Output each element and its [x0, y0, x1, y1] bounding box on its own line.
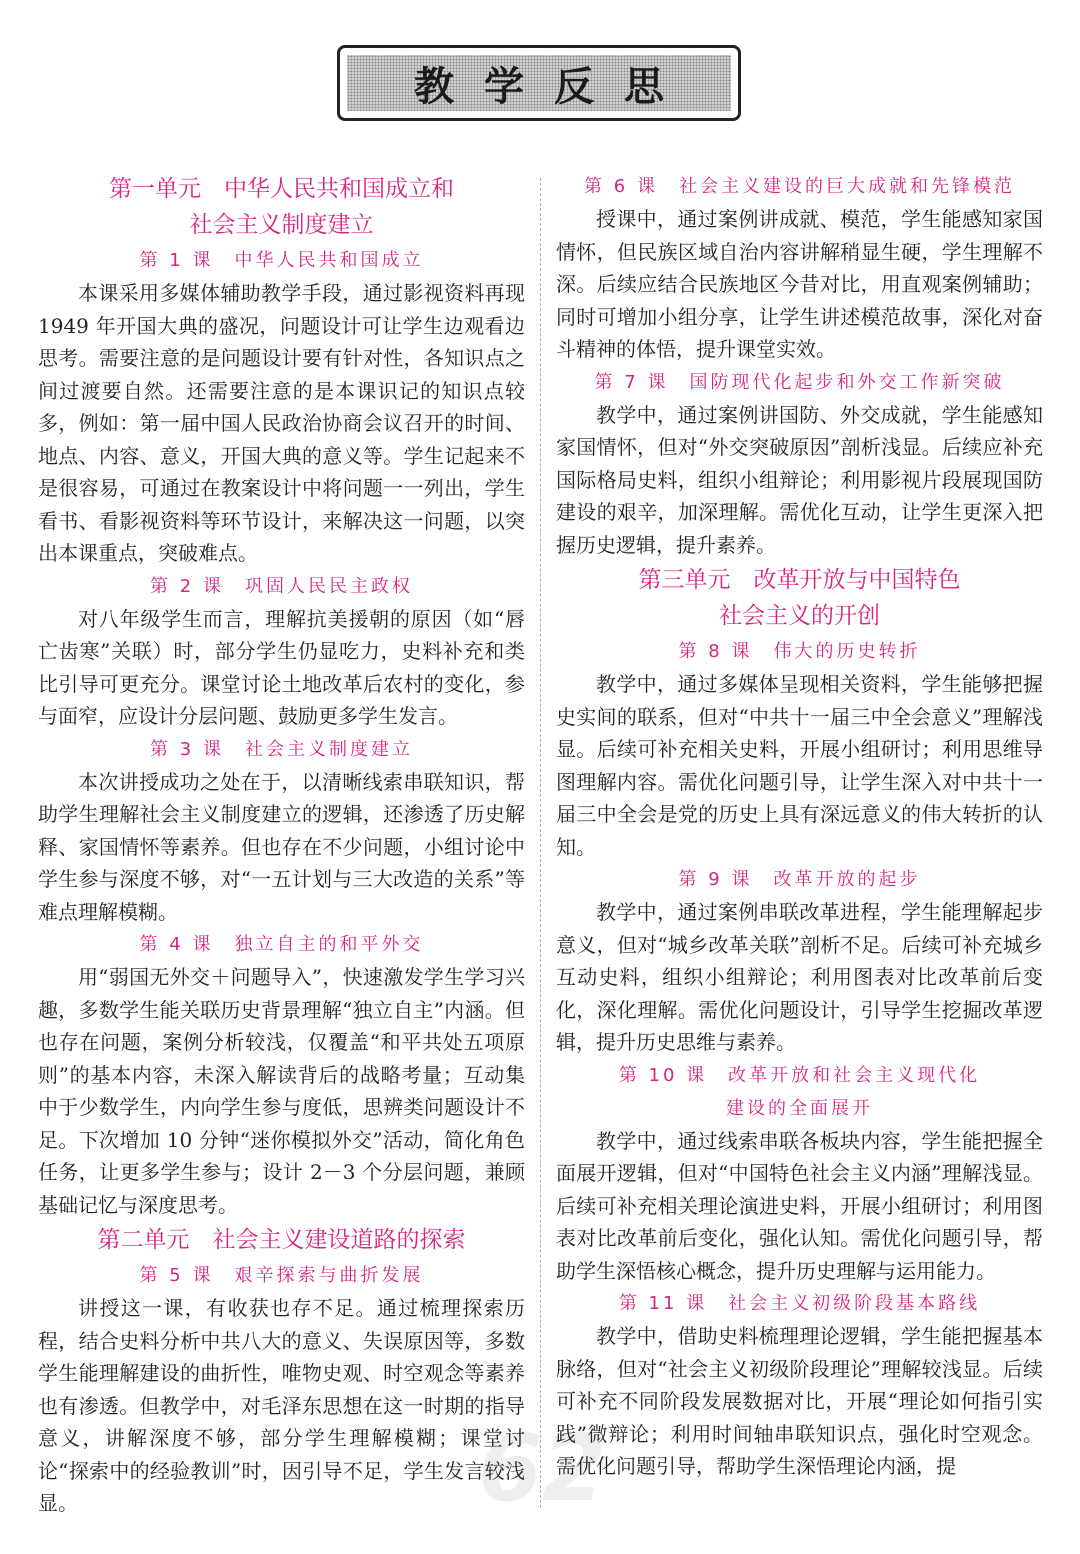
paragraph: 本次讲授成功之处在于，以清晰线索串联知识，帮助学生理解社会主义制度建立的逻辑，还渗透了历史解释、家国情怀等素养。但也存在不少问题，小组讨论中学生参与深度不够，对“一五计划与三大改造的关系”等难点理解模糊。: [38, 769, 525, 924]
lesson-heading: 第 2 课 巩固人民民主政权: [150, 575, 413, 597]
paragraph: 对八年级学生而言，理解抗美援朝的原因（如“唇亡齿寒”关联）时，部分学生仍显吃力，史料补充和类比引导可更充分。课堂讨论土地改革后农村的变化，参与面窄，应设计分层问题、鼓励更多学生发言。: [38, 606, 525, 728]
paragraph: 教学中，通过案例串联改革进程，学生能理解起步意义，但对“城乡改革关联”剖析不足。后续可补充城乡互动史料，组织小组辩论；利用图表对比改革前后变化，深化理解。需优化问题设计，引导学生挖掘改革逻辑，提升历史思维与素养。: [556, 900, 1043, 1054]
title-box: [337, 45, 741, 121]
paragraph: 教学中，通过多媒体呈现相关资料，学生能够把握史实间的联系，但对“中共十一届三中全会意义”理解浅显。后续可补充相关史料，开展小组研讨；利用思维导图理解内容。需优化问题引导，让学生深入对中共十一届三中全会是党的历史上具有深远意义的伟大转折的认知。: [556, 672, 1043, 859]
lesson-heading: 第 6 课 社会主义建设的巨大成就和先锋模范: [584, 176, 1015, 197]
paragraph: 教学中，通过案例讲国防、外交成就，学生能感知家国情怀，但对“外交突破原因”剖析浅显。后续应补充国际格局史料，组织小组辩论；利用影视片段展现国防建设的艰辛，加深理解。需优化互动，让学生更深入把握历史逻辑，提升素养。: [556, 402, 1043, 557]
lesson-heading: 第 1 课 中华人民共和国成立: [139, 250, 424, 271]
lesson-heading: 第 9 课 改革开放的起步: [678, 869, 921, 890]
paragraph: 讲授这一课，有收获也存不足。通过梳理探索历程，结合史料分析中共八大的意义、失误原因等，多数学生能理解建设的曲折性，唯物史观、时空观念等素养也有渗透。但教学中，对毛泽东思想在这一时期的指导意义，讲解深度不够，部分学生理解模糊；课堂讨论“探索中的经验教训”时，因引导不足，学生发言较浅显。: [38, 1296, 525, 1515]
lesson-heading: 第 10 课 改革开放和社会主义现代化: [618, 1064, 981, 1086]
page-number-watermark: 62: [478, 1415, 607, 1522]
lesson-heading: 第 3 课 社会主义制度建立: [150, 738, 413, 760]
lesson-heading: 建设的全面展开: [726, 1097, 873, 1119]
unit-heading: 第三单元 改革开放与中国特色: [638, 567, 961, 593]
title-pattern: [347, 55, 731, 111]
unit-heading: 第二单元 社会主义建设道路的探索: [97, 1227, 466, 1253]
unit-heading: 第一单元 中华人民共和国成立和: [109, 176, 454, 202]
paragraph: 授课中，通过案例讲成就、模范，学生能感知家国情怀，但民族区域自治内容讲解稍显生硬，学生理解不深。后续应结合民族地区今昔对比，用直观案例辅助；同时可增加小组分享，让学生讲述模范故事，深化对奋斗精神的体悟，提升课堂实效。: [556, 207, 1043, 361]
paragraph: 本课采用多媒体辅助教学手段，通过影视资料再现 1949 年开国大典的盛况，问题设计可让学生边观看边思考。需要注意的是问题设计要有针对性，各知识点之间过渡要自然。还需要注意的是本课识记的知识点较多，例如：第一届中国人民政治协商会议召开的时间、地点、内容、意义，开国大典的意义等。学生记起来不是很容易，可通过在教案设计中将问题一一列出，学生看书、看影视资料等环节设计，来解决这一问题，以突出本课重点，突破难点。: [38, 281, 525, 565]
lesson-heading: 第 8 课 伟大的历史转折: [678, 641, 921, 662]
unit-heading: 社会主义的开创: [719, 603, 880, 629]
lesson-heading: 第 4 课 独立自主的和平外交: [139, 934, 424, 955]
paragraph: 教学中，借助史料梳理理论逻辑，学生能把握基本脉络，但对“社会主义初级阶段理论”理解较浅显。后续可补充不同阶段发展数据对比，开展“理论如何指引实践”微辩论；利用时间轴串联知识点，强化时空观念。需优化问题引导，帮助学生深悟理论内涵，提: [556, 1324, 1043, 1478]
left-column: [38, 170, 525, 1520]
paragraph: 教学中，通过线索串联各板块内容，学生能把握全面展开逻辑，但对“中国特色社会主义内涵”理解浅显。后续可补充相关理论演进史料，开展小组研讨；利用图表对比改革前后变化，强化认知。需优化问题引导，帮助学生深悟核心概念，提升历史理解与运用能力。: [556, 1128, 1043, 1283]
lesson-heading: 第 5 课 艰辛探索与曲折发展: [139, 1265, 424, 1286]
right-column: [556, 170, 1043, 1483]
page-title: 教学反思: [414, 63, 694, 110]
lesson-heading: 第 7 课 国防现代化起步和外交工作新突破: [594, 371, 1005, 393]
unit-heading: 社会主义制度建立: [189, 212, 374, 238]
lesson-heading: 第 11 课 社会主义初级阶段基本路线: [618, 1293, 981, 1314]
paragraph: 用“弱国无外交＋问题导入”，快速激发学生学习兴趣，多数学生能关联历史背景理解“独立自主”内涵。但也存在问题，案例分析较浅，仅覆盖“和平共处五项原则”的基本内容，未深入解读背后的战略考量；互动集中于少数学生，内向学生参与度低，思辨类问题设计不足。下次增加 10 分钟“迷你模拟外交”活动，简化角色任务，让更多学生参与；设计 2－3 个分层问题，兼顾基础记忆与深度思考。: [38, 965, 525, 1217]
column-divider: [540, 178, 541, 1508]
